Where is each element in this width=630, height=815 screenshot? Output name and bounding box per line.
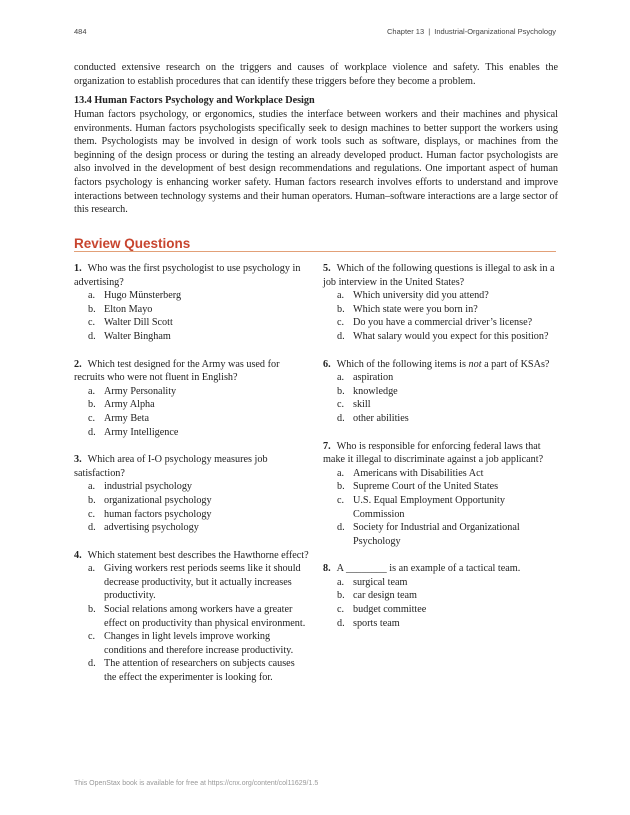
option-c: c. skill: [337, 399, 371, 411]
question-number: 6.: [323, 358, 331, 370]
page-number: 484: [74, 27, 87, 36]
question-stem: A ________ is an example of a tactical team.: [336, 563, 521, 575]
question-number: 1.: [74, 263, 82, 274]
option-a: a. Americans with Disabilities Act: [337, 467, 484, 479]
section-heading: 13.4 Human Factors Psychology and Workplace Design: [74, 95, 315, 106]
option-d: d. Society for Industrial and Organizational Psychology: [337, 522, 520, 547]
question-4: [74, 549, 309, 685]
option-d: d. The attention of researchers on subjects causes the effect the experimenter is looking for.: [88, 658, 295, 684]
header-separator: |: [428, 27, 431, 36]
intro-paragraph: conducted extensive research on the triggers and causes of workplace violence and safety. This enables the organization to establish procedures that can identify these triggers before they become a problem.: [74, 62, 558, 87]
option-c: c. Do you have a commercial driver’s license?: [337, 317, 533, 329]
option-c: c. Changes in light levels improve working conditions and therefore increase productivity.: [88, 631, 294, 656]
question-number: 8.: [323, 563, 331, 575]
question-emphasis: not: [468, 358, 482, 370]
option-c: c. Walter Dill Scott: [88, 317, 173, 329]
question-stem: Which of the following items is: [336, 358, 469, 370]
option-b: b. Army Alpha: [88, 399, 155, 411]
question-number: 3.: [74, 454, 82, 466]
option-d: d. sports team: [337, 617, 400, 629]
option-b: b. car design team: [337, 590, 417, 602]
question-stem: Which test designed for the Army was used for recruits who were not fluent in English?: [74, 358, 280, 384]
question-stem: Which of the following questions is illegal to ask in a job interview in the United States?: [323, 263, 555, 288]
option-c: c. Army Beta: [88, 412, 149, 424]
option-a: a. surgical team: [337, 576, 408, 588]
option-a: a. Which university did you attend?: [337, 290, 489, 302]
question-stem: Who was the first psychologist to use psychology in advertising?: [74, 263, 301, 288]
chapter-label: Chapter 13: [387, 27, 425, 36]
question-2: [74, 358, 309, 440]
option-a: a. industrial psychology: [88, 481, 193, 493]
question-3: [74, 453, 309, 535]
option-b: b. organizational psychology: [88, 494, 212, 506]
heading-rule: [74, 251, 556, 252]
option-c: c. U.S. Equal Employment Opportunity Commission: [337, 494, 505, 520]
section-paragraph: Human factors psychology, or ergonomics, studies the interface between workers and their machines and physical environments. Human factors psychologists specifically seek to design machines to better support the workers using them. Psychologists may be involved in design of work tools such as software, displays, or machines from the beginning of the design process or during the testing an already developed product. Human factor psychologists are also involved in the development of best design recommendations and regulations. One important aspect of human factors psychology is enhancing worker safety. Human factors research involves efforts to understand and improve interactions between technology systems and their human operators. Human–software interactions are a large sector of this research.: [74, 109, 558, 216]
question-stem: Who is responsible for enforcing federal laws that make it illegal to discriminate against a job applicant?: [323, 440, 544, 466]
option-d: d. What salary would you expect for this position?: [337, 330, 549, 342]
question-8: [323, 562, 558, 630]
option-b: b. Elton Mayo: [88, 303, 153, 315]
question-number: 4.: [74, 549, 82, 561]
option-b: b. Supreme Court of the United States: [337, 481, 499, 493]
question-stem-end: a part of KSAs?: [481, 358, 550, 370]
option-c: c. budget committee: [337, 604, 427, 616]
option-a: a. Army Personality: [88, 385, 177, 397]
option-d: d. other abilities: [337, 412, 409, 424]
review-questions-heading: Review Questions: [74, 236, 191, 251]
option-d: d. Walter Bingham: [88, 330, 171, 342]
option-b: b. knowledge: [337, 385, 398, 397]
running-head: [387, 27, 556, 36]
option-b: b. Social relations among workers have a greater effect on productivity than physical environment.: [88, 604, 306, 629]
question-number: 2.: [74, 358, 82, 370]
question-stem: Which area of I-O psychology measures job satisfaction?: [74, 454, 268, 479]
option-c: c. human factors psychology: [88, 508, 212, 520]
question-number: 5.: [323, 263, 331, 274]
option-a: a. Hugo Münsterberg: [88, 290, 182, 302]
page-header: [74, 27, 556, 39]
chapter-title: Industrial-Organizational Psychology: [434, 27, 556, 36]
question-1: [74, 262, 309, 344]
option-b: b. Which state were you born in?: [337, 303, 478, 315]
questions-left-column: [74, 262, 309, 699]
option-a: a. aspiration: [337, 372, 394, 384]
question-5: [323, 262, 558, 344]
question-number: 7.: [323, 440, 331, 452]
question-stem: Which statement best describes the Hawthorne effect?: [87, 549, 309, 561]
question-6: [323, 358, 558, 426]
option-d: d. Army Intelligence: [88, 426, 179, 438]
question-7: [323, 440, 558, 549]
option-d: d. advertising psychology: [88, 522, 199, 534]
option-a: a. Giving workers rest periods seems like it should decrease productivity, but it actually increases productivity.: [88, 563, 301, 602]
questions-right-column: [323, 262, 558, 644]
page-footer: This OpenStax book is available for free at https://cnx.org/content/col11629/1.5: [74, 780, 319, 787]
